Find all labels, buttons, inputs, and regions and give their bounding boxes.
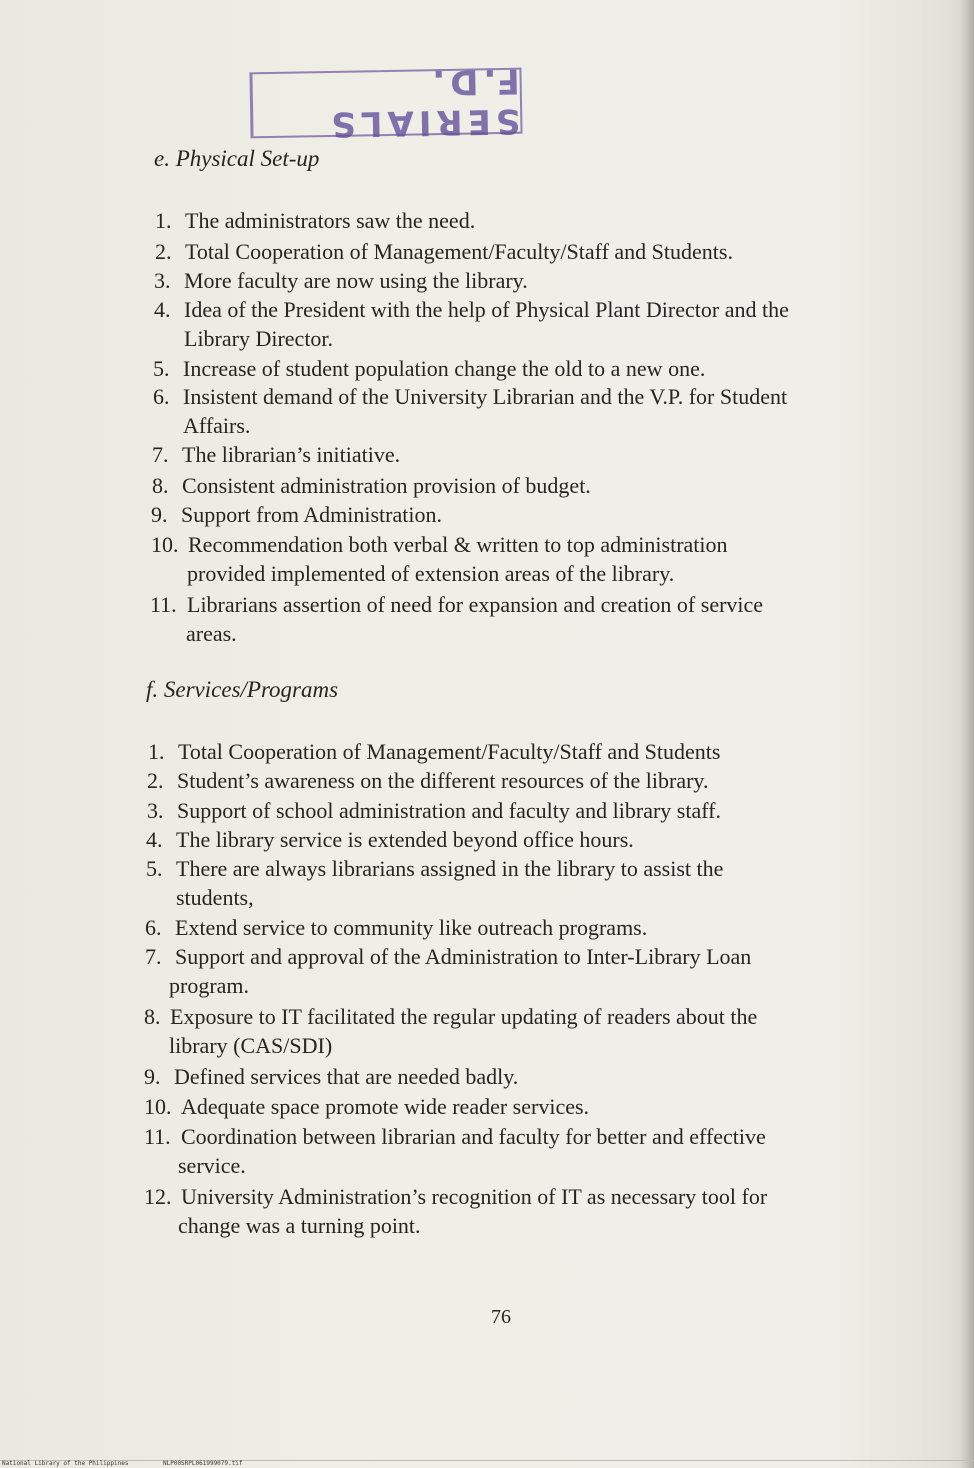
list-item: 2. Total Cooperation of Management/Faculty/Staff and Students. [155, 239, 733, 264]
list-item: 7. Support and approval of the Administration to Inter-Library Loan program. [145, 944, 752, 998]
section-f-heading: f. Services/Programs [146, 677, 339, 702]
footer-source: National Library of the Philippines [2, 1460, 129, 1467]
list-item: 2. Student’s awareness on the different resources of the library. [147, 768, 709, 793]
list-item: 6. Extend service to community like outreach programs. [145, 915, 648, 940]
footer-filename: NLP00SRPL061999079.tif [163, 1460, 243, 1467]
section-e-heading: e. Physical Set-up [154, 146, 320, 171]
stamp-text: SERIALS F.D. [325, 60, 521, 145]
list-item: 4. The library service is extended beyond office hours. [146, 827, 634, 852]
serials-stamp [249, 60, 522, 145]
list-item: 9. Defined services that are needed badly. [144, 1064, 519, 1089]
list-item: 3. Support of school administration and faculty and library staff. [147, 798, 721, 823]
list-item: 4. Idea of the President with the help of Physical Plant Director and the Library Director. [154, 297, 789, 351]
page-number: 76 [491, 1306, 511, 1328]
list-item: 7. The librarian’s initiative. [152, 442, 401, 467]
list-item: 10. Adequate space promote wide reader services. [144, 1094, 590, 1119]
list-item: 5. Increase of student population change the old to a new one. [153, 356, 706, 381]
list-item: 1. Total Cooperation of Management/Faculty/Staff and Students [148, 739, 721, 764]
list-item: 12. University Administration’s recognition of IT as necessary tool for change was a turning point. [144, 1184, 768, 1238]
list-item: 6. Insistent demand of the University Librarian and the V.P. for Student Affairs. [153, 384, 788, 438]
list-item: 10. Recommendation both verbal & written to top administration provided implemented of extension areas of the library. [151, 532, 728, 586]
list-item: 5. There are always librarians assigned in the library to assist the students, [146, 856, 724, 910]
list-item: 1. The administrators saw the need. [155, 208, 476, 233]
footer-divider [0, 1460, 974, 1461]
list-item: 3. More faculty are now using the library. [154, 268, 528, 293]
page-edge-shadow [960, 0, 974, 1468]
list-item: 8. Consistent administration provision of budget. [152, 473, 591, 498]
list-item: 11. Coordination between librarian and faculty for better and effective service. [144, 1124, 766, 1178]
list-item: 9. Support from Administration. [151, 502, 442, 527]
list-item: 11. Librarians assertion of need for expansion and creation of service areas. [150, 592, 764, 646]
list-item: 8. Exposure to IT facilitated the regular updating of readers about the library (CAS/SDI) [144, 1004, 758, 1058]
